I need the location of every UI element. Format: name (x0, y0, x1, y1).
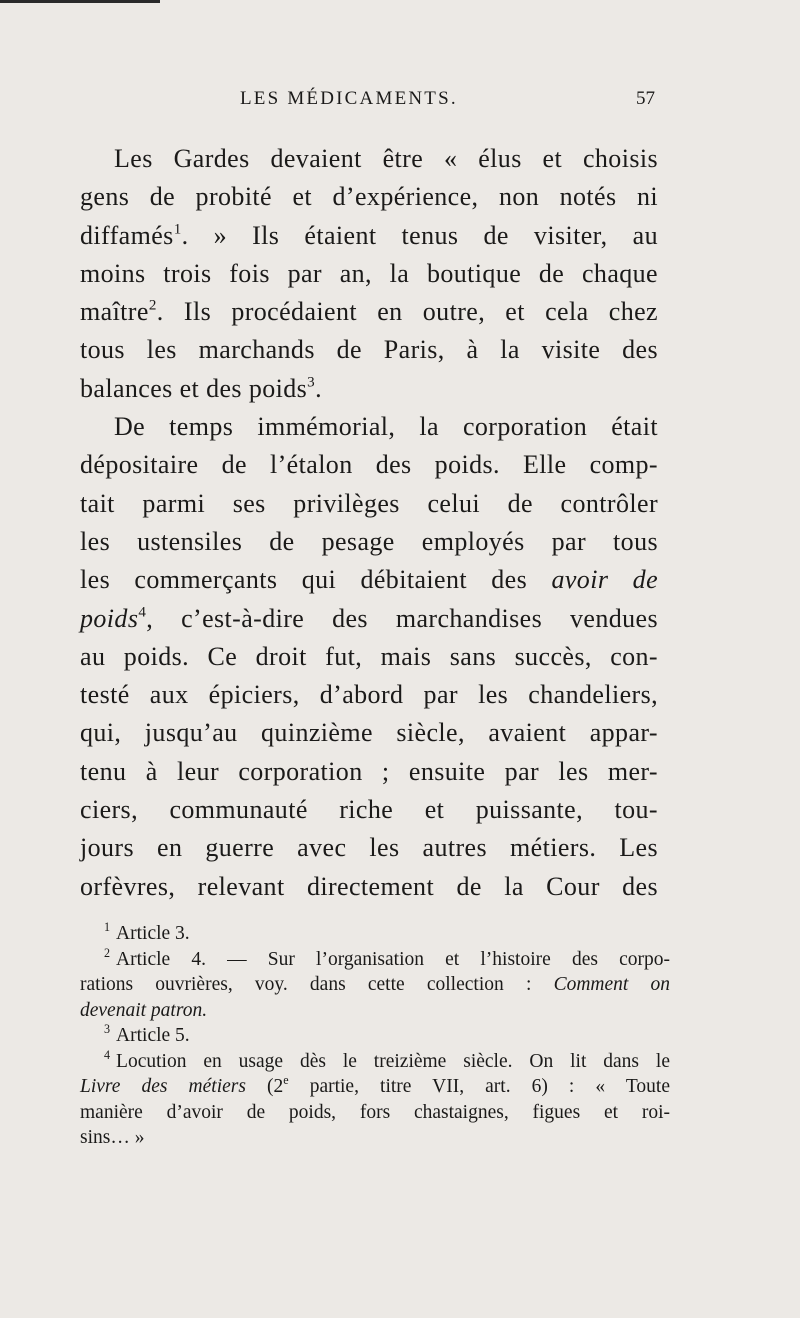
footnote-2: $^2$ Article 4. — Sur l’organisation et l’histoire des corpo- (104, 945, 670, 970)
body-line: tous les marchands de Paris, à la visite des (80, 335, 658, 365)
body-line: qui, jusqu’au quinzième siècle, avaient appar- (80, 718, 658, 748)
body-line: poids$^4$, c’est-à-dire des marchandises vendues (80, 603, 658, 633)
italic-phrase: poids (80, 603, 139, 633)
footnote-2-cont: devenait patron. (80, 999, 208, 1021)
footnote-2-cont: rations ouvrières, voy. dans cette collection : Comment on (80, 974, 670, 995)
body-line: De temps immémorial, la corporation était (114, 412, 658, 442)
footnote-4-cont: Livre des métiers (2e partie, titre VII, art. 6) : « Toute (80, 1073, 670, 1097)
footnote-4-cont: manière d’avoir de poids, fors chastaignes, figues et roi- (80, 1101, 670, 1123)
body-line: balances et des poids$^3$. (80, 373, 323, 403)
body-line: orfèvres, relevant directement de la Cour des (80, 871, 658, 901)
body-line: testé aux épiciers, d’abord par les chandeliers, (80, 680, 658, 710)
running-header (80, 88, 655, 118)
body-line: dépositaire de l’étalon des poids. Elle comp- (80, 450, 658, 480)
footnote-ref: 1 (173, 221, 182, 238)
footnote-1: $^1$ Article 3. (104, 920, 190, 944)
body-line: moins trois fois par an, la boutique de chaque (80, 258, 658, 288)
body-line: diffamés$^1$. » Ils étaient tenus de visiter, au (80, 220, 658, 250)
body-line: Les Gardes devaient être « élus et choisis (114, 144, 658, 173)
body-line: au poids. Ce droit fut, mais sans succès, con- (80, 641, 658, 671)
footnotes (80, 921, 670, 1151)
body-text (80, 140, 658, 906)
footnote-4: $^4$ Locution en usage dès le treizième siècle. On lit dans le (104, 1047, 670, 1072)
top-rule (0, 0, 160, 3)
footnote-4-cont: sins… » (80, 1127, 145, 1148)
body-line: ciers, communauté riche et puissante, tou- (80, 795, 658, 825)
body-line: jours en guerre avec les autres métiers. Les (80, 833, 658, 863)
footnote-ref: 4 (138, 604, 147, 621)
body-line: les commerçants qui débitaient des avoir de (80, 565, 659, 595)
body-line: tenu à leur corporation ; ensuite par les mer- (80, 756, 658, 786)
body-line: les ustensiles de pesage employés par tous (80, 526, 658, 556)
italic-phrase: avoir de (551, 565, 659, 595)
running-title: LES MÉDICAMENTS. (240, 88, 458, 109)
footnote-3: $^3$ Article 5. (104, 1022, 190, 1046)
body-line: tait parmi ses privilèges celui de contrôler (80, 488, 658, 518)
footnote-ref: 3 (307, 374, 316, 391)
footnote-ref: 2 (148, 297, 157, 314)
page-number: 57 (636, 88, 655, 109)
body-line: gens de probité et d’expérience, non notés ni (80, 182, 658, 212)
body-line: maître$^2$. Ils procédaient en outre, et cela chez (80, 297, 658, 327)
